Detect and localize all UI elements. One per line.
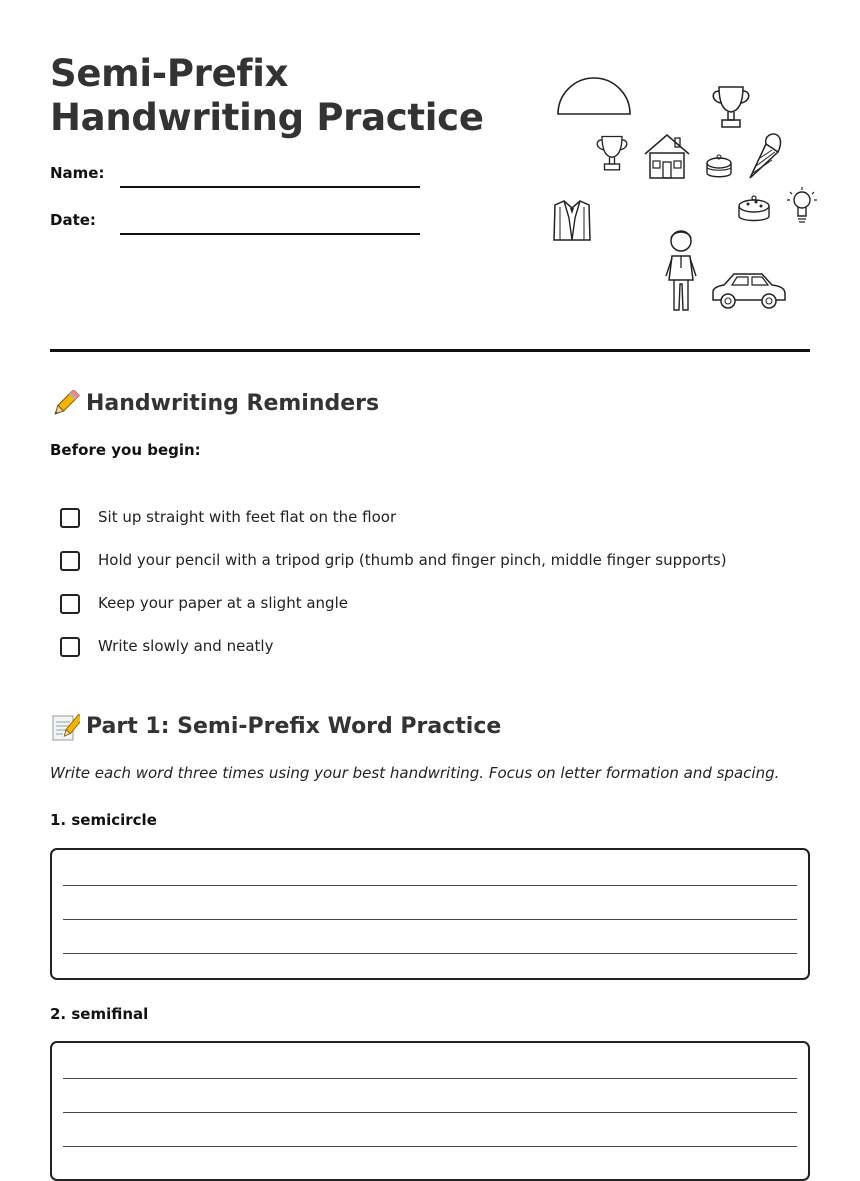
ice-cream-cone-icon — [748, 130, 784, 180]
writing-line — [63, 919, 797, 920]
checklist-item-text: Sit up straight with feet flat on the floor — [98, 508, 397, 526]
part1-title: Part 1: Semi-Prefix Word Practice — [86, 714, 502, 739]
writing-box[interactable] — [50, 848, 810, 980]
date-label: Date: — [50, 211, 96, 229]
writing-line — [63, 1078, 797, 1079]
date-write-line[interactable] — [120, 233, 420, 235]
checklist-item-text: Write slowly and neatly — [98, 637, 274, 655]
checklist-item-text: Keep your paper at a slight angle — [98, 594, 348, 612]
checkbox[interactable] — [60, 551, 80, 571]
writing-box[interactable] — [50, 1041, 810, 1181]
pencil-icon — [50, 390, 80, 418]
title-line-1: Semi-Prefix — [50, 52, 289, 95]
worksheet-page — [50, 0, 810, 1023]
date-field — [50, 211, 420, 235]
checklist-item-text: Hold your pencil with a tripod grip (thumb and finger pinch, middle finger supports) — [98, 551, 727, 569]
memo-icon — [50, 713, 80, 741]
name-write-line[interactable] — [120, 186, 420, 188]
boy-icon — [662, 228, 700, 314]
trophy-icon — [708, 84, 754, 132]
writing-line — [63, 885, 797, 886]
suit-jacket-icon — [552, 198, 592, 242]
page-title — [50, 52, 484, 140]
worksheet-header — [50, 0, 810, 352]
illustration-cluster — [550, 70, 800, 320]
car-icon — [710, 268, 788, 312]
part1-instructions: Write each word three times using your best handwriting. Focus on letter formation and spacing. — [50, 764, 780, 782]
trophy-icon — [592, 134, 632, 174]
reminders-title: Handwriting Reminders — [86, 391, 380, 416]
name-field — [50, 164, 420, 188]
cake-icon — [736, 196, 772, 224]
semicircle-icon — [556, 76, 632, 116]
title-line-2: Handwriting Practice — [50, 96, 484, 139]
part1-heading — [50, 712, 501, 742]
writing-line — [63, 1112, 797, 1113]
reminders-heading — [50, 389, 379, 419]
light-bulb-icon — [786, 186, 818, 224]
name-label: Name: — [50, 164, 105, 182]
checkbox[interactable] — [60, 637, 80, 657]
house-icon — [642, 132, 692, 180]
word-label: 2. semifinal — [50, 1005, 149, 1023]
word-label: 1. semicircle — [50, 811, 157, 829]
writing-line — [63, 953, 797, 954]
before-begin-subheading: Before you begin: — [50, 441, 201, 459]
writing-line — [63, 1146, 797, 1147]
cake-icon — [704, 154, 734, 180]
checkbox[interactable] — [60, 508, 80, 528]
checkbox[interactable] — [60, 594, 80, 614]
